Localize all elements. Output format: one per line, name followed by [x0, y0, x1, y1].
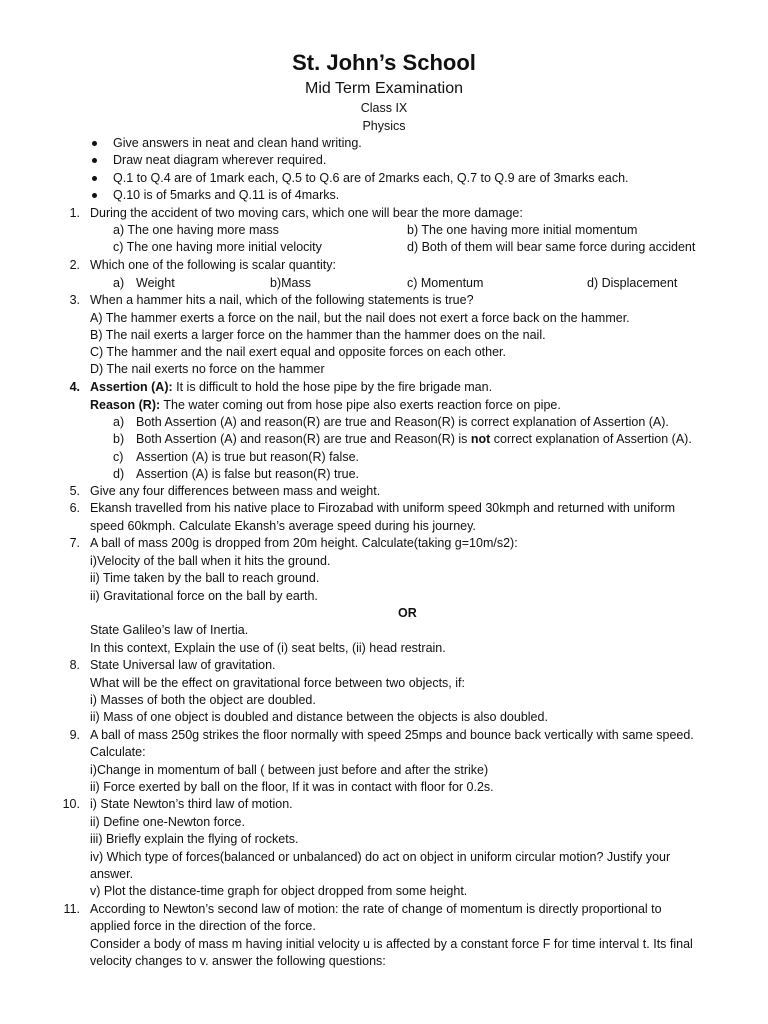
question-text: applied force in the direction of the force.	[90, 919, 316, 933]
assertion-line	[90, 379, 492, 395]
option: c) Momentum	[407, 276, 484, 290]
question-number: 3.	[69, 293, 80, 307]
bullet-icon	[92, 141, 97, 146]
question-text: speed 60kmph. Calculate Ekansh’s average speed during his journey.	[90, 519, 476, 533]
question-text: According to Newton’s second law of motion: the rate of change of momentum is directly proportional to	[90, 902, 662, 916]
or-separator: OR	[398, 606, 417, 620]
sub-question: i) Masses of both the object are doubled.	[90, 693, 316, 707]
option	[136, 431, 692, 447]
instruction-item: Give answers in neat and clean hand writing.	[113, 136, 362, 150]
question-text: velocity changes to v. answer the following questions:	[90, 954, 386, 968]
assertion-text: It is difficult to hold the hose pipe by the fire brigade man.	[172, 380, 493, 394]
option: d) Both of them will bear same force during accident	[407, 240, 696, 254]
option-label: d)	[113, 467, 125, 481]
assertion-label: Assertion (A):	[90, 380, 173, 394]
instruction-item: Q.1 to Q.4 are of 1mark each, Q.5 to Q.6 are of 2marks each, Q.7 to Q.9 are of 3marks each.	[113, 171, 629, 185]
question-text: During the accident of two moving cars, which one will bear the more damage:	[90, 206, 523, 220]
question-text: State Universal law of gravitation.	[90, 658, 276, 672]
option: b)Mass	[270, 276, 311, 290]
question-number: 2.	[69, 258, 80, 272]
option-label: a)	[113, 415, 125, 429]
option: b) The one having more initial momentum	[407, 223, 638, 237]
emphasis-not: not	[470, 432, 491, 446]
question-number: 11.	[63, 902, 80, 916]
option: A) The hammer exerts a force on the nail, but the nail does not exert a force back on the hammer.	[90, 311, 630, 325]
option-label: c)	[113, 450, 124, 464]
option: C) The hammer and the nail exert equal and opposite forces on each other.	[90, 345, 506, 359]
option: Both Assertion (A) and reason(R) are true and Reason(R) is correct explanation of Assertion (A).	[136, 415, 669, 429]
bullet-icon	[92, 158, 97, 163]
question-text: A ball of mass 250g strikes the floor normally with speed 25mps and bounce back vertically with same speed.	[90, 728, 694, 742]
option-text: correct explanation of Assertion (A).	[490, 432, 692, 446]
subject-label: Physics	[362, 119, 406, 133]
option: Weight	[136, 276, 175, 290]
sub-question: v) Plot the distance-time graph for object dropped from some height.	[90, 884, 468, 898]
question-text: Ekansh travelled from his native place to Firozabad with uniform speed 30kmph and returned with uniform	[90, 501, 676, 515]
class-label: Class IX	[360, 101, 408, 115]
question-number: 1.	[69, 206, 80, 220]
option: D) The nail exerts no force on the hammer	[90, 362, 325, 376]
option: Assertion (A) is false but reason(R) true.	[136, 467, 359, 481]
bullet-icon	[92, 193, 97, 198]
school-name: St. John’s School	[292, 50, 476, 75]
instruction-item: Draw neat diagram wherever required.	[113, 153, 327, 167]
sub-question: ii) Define one-Newton force.	[90, 815, 245, 829]
question-number: 6.	[69, 501, 80, 515]
sub-question: i)Change in momentum of ball ( between just before and after the strike)	[90, 763, 489, 777]
option: c) The one having more initial velocity	[113, 240, 322, 254]
reason-label: Reason (R):	[90, 398, 161, 412]
option: B) The nail exerts a larger force on the hammer than the hammer does on the nail.	[90, 328, 546, 342]
option: d) Displacement	[587, 276, 678, 290]
sub-question: i) State Newton’s third law of motion.	[90, 797, 293, 811]
option-label: b)	[113, 432, 125, 446]
instruction-item: Q.10 is of 5marks and Q.11 is of 4marks.	[113, 188, 340, 202]
question-text: Which one of the following is scalar quantity:	[90, 258, 336, 272]
reason-line	[90, 397, 561, 413]
question-number: 9.	[69, 728, 80, 742]
question-text: Consider a body of mass m having initial velocity u is affected by a constant force F for time interval t. Its final	[90, 937, 693, 951]
question-text: In this context, Explain the use of (i) seat belts, (ii) head restrain.	[90, 641, 446, 655]
question-number: 5.	[69, 484, 80, 498]
option: Assertion (A) is true but reason(R) false.	[136, 450, 359, 464]
question-text: A ball of mass 200g is dropped from 20m height. Calculate(taking g=10m/s2):	[90, 536, 518, 550]
question-text: State Galileo’s law of Inertia.	[90, 623, 249, 637]
sub-question: iv) Which type of forces(balanced or unbalanced) do act on object in uniform circular motion? Justify your	[90, 850, 671, 864]
sub-question: iii) Briefly explain the flying of rockets.	[90, 832, 299, 846]
bullet-icon	[92, 176, 97, 181]
question-number: 7.	[69, 536, 80, 550]
question-text: Calculate:	[90, 745, 146, 759]
exam-title: Mid Term Examination	[305, 80, 463, 97]
sub-question: ii) Time taken by the ball to reach ground.	[90, 571, 320, 585]
sub-question: i)Velocity of the ball when it hits the ground.	[90, 554, 331, 568]
sub-question: answer.	[90, 867, 134, 881]
question-text: What will be the effect on gravitational force between two objects, if:	[90, 676, 465, 690]
sub-question: ii) Force exerted by ball on the floor, If it was in contact with floor for 0.2s.	[90, 780, 494, 794]
option-label: a)	[113, 276, 125, 290]
question-number: 4.	[69, 380, 80, 394]
sub-question: ii) Mass of one object is doubled and distance between the objects is also doubled.	[90, 710, 548, 724]
question-number: 10.	[62, 797, 80, 811]
question-text: Give any four differences between mass and weight.	[90, 484, 381, 498]
reason-text: The water coming out from hose pipe also exerts reaction force on pipe.	[160, 398, 561, 412]
sub-question: ii) Gravitational force on the ball by earth.	[90, 589, 318, 603]
question-text: When a hammer hits a nail, which of the following statements is true?	[90, 293, 474, 307]
question-number: 8.	[69, 658, 80, 672]
option: a) The one having more mass	[113, 223, 279, 237]
option-text: Both Assertion (A) and reason(R) are true and Reason(R) is	[136, 432, 471, 446]
